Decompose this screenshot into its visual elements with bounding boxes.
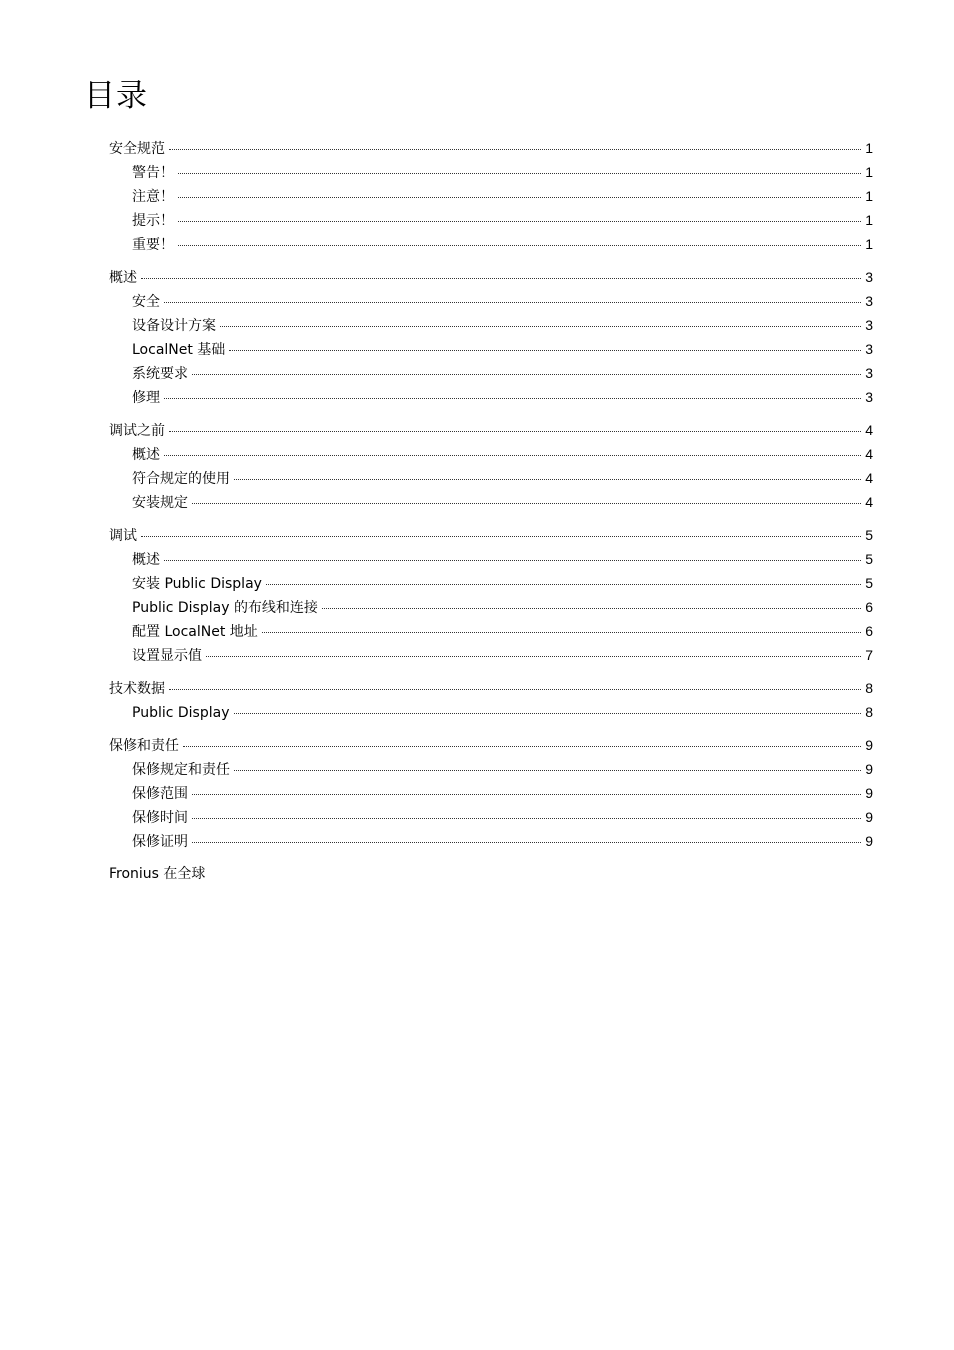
toc-dot-leader <box>164 302 861 303</box>
toc-entry-label: 安全 <box>132 294 160 310</box>
toc-dot-leader <box>169 149 861 150</box>
toc-entry-label: LocalNet 基础 <box>132 342 226 358</box>
toc-page-number: 8 <box>865 680 873 696</box>
toc-subentry[interactable] <box>109 547 873 571</box>
toc-subentry[interactable] <box>109 805 873 829</box>
toc-entry[interactable] <box>109 265 873 289</box>
toc-subentry[interactable] <box>109 232 873 256</box>
toc-page-number: 1 <box>865 236 873 252</box>
toc-entry-label: 安全规范 <box>109 141 165 157</box>
toc-entry-label: Public Display <box>132 705 230 721</box>
toc-page-number: 9 <box>865 785 873 801</box>
toc-page-number: 3 <box>865 365 873 381</box>
toc-page-number: 5 <box>865 551 873 567</box>
toc-entry-label: 保修和责任 <box>109 738 179 754</box>
toc-dot-leader <box>192 794 861 795</box>
toc-entry-label: 系统要求 <box>132 366 188 382</box>
toc-dot-leader <box>164 560 861 561</box>
toc-page-number: 3 <box>865 269 873 285</box>
toc-dot-leader <box>266 584 861 585</box>
toc-dot-leader <box>178 245 861 246</box>
toc-subentry[interactable] <box>109 337 873 361</box>
toc-subentry[interactable] <box>109 700 873 724</box>
toc-subentry[interactable] <box>109 442 873 466</box>
toc-entry[interactable] <box>109 676 873 700</box>
toc-page-number: 9 <box>865 737 873 753</box>
toc-entry-label: 设置显示值 <box>132 648 202 664</box>
toc-page-number: 7 <box>865 647 873 663</box>
toc-entry-label: 配置 LocalNet 地址 <box>132 624 258 640</box>
toc-entry-label: 保修时间 <box>132 810 188 826</box>
toc-subentry[interactable] <box>109 289 873 313</box>
toc-dot-leader <box>229 350 861 351</box>
toc-dot-leader <box>220 326 861 327</box>
toc-section <box>109 862 873 886</box>
toc-dot-leader <box>192 503 861 504</box>
toc-entry-label: 符合规定的使用 <box>132 471 230 487</box>
toc-subentry[interactable] <box>109 829 873 853</box>
toc-dot-leader <box>169 431 861 432</box>
toc-subentry[interactable] <box>109 643 873 667</box>
toc-entry-label: 调试 <box>109 528 137 544</box>
toc-page-number: 3 <box>865 389 873 405</box>
toc-entry-label: 保修证明 <box>132 834 188 850</box>
toc-entry-label: 调试之前 <box>109 423 165 439</box>
toc-entry-label: 概述 <box>132 447 160 463</box>
toc-dot-leader <box>206 656 861 657</box>
toc-page-number: 1 <box>865 212 873 228</box>
toc-dot-leader <box>262 632 861 633</box>
toc-subentry[interactable] <box>109 571 873 595</box>
toc-dot-leader <box>192 818 861 819</box>
toc-page-number: 8 <box>865 704 873 720</box>
toc-page-number: 5 <box>865 575 873 591</box>
toc-subentry[interactable] <box>109 208 873 232</box>
toc-dot-leader <box>164 455 861 456</box>
toc-page-number: 1 <box>865 164 873 180</box>
toc-entry[interactable] <box>109 862 873 886</box>
toc-entry-label: 保修规定和责任 <box>132 762 230 778</box>
toc-entry-label: 修理 <box>132 390 160 406</box>
toc-page-number: 9 <box>865 833 873 849</box>
toc-section <box>109 136 873 256</box>
toc-page-number: 1 <box>865 140 873 156</box>
toc-entry-label: Public Display 的布线和连接 <box>132 600 318 616</box>
toc-page-number: 3 <box>865 293 873 309</box>
toc-section <box>109 733 873 853</box>
toc-subentry[interactable] <box>109 490 873 514</box>
toc-section <box>109 265 873 409</box>
toc-entry-label: 安装 Public Display <box>132 576 262 592</box>
toc-page-number: 3 <box>865 341 873 357</box>
toc-dot-leader <box>192 842 861 843</box>
toc-subentry[interactable] <box>109 361 873 385</box>
toc-entry[interactable] <box>109 733 873 757</box>
toc-page-number: 5 <box>865 527 873 543</box>
toc-dot-leader <box>141 536 861 537</box>
toc-page-number: 9 <box>865 761 873 777</box>
toc-subentry[interactable] <box>109 781 873 805</box>
toc-subentry[interactable] <box>109 595 873 619</box>
toc-entry-label: 保修范围 <box>132 786 188 802</box>
toc-entry[interactable] <box>109 523 873 547</box>
toc-page-number: 4 <box>865 422 873 438</box>
toc-page-number: 6 <box>865 599 873 615</box>
table-of-contents <box>109 136 873 895</box>
toc-dot-leader <box>178 221 861 222</box>
toc-entry-label: 安装规定 <box>132 495 188 511</box>
toc-page-number: 4 <box>865 470 873 486</box>
page-title: 目录 <box>84 78 148 114</box>
toc-dot-leader <box>178 173 861 174</box>
toc-subentry[interactable] <box>109 757 873 781</box>
toc-subentry[interactable] <box>109 160 873 184</box>
toc-page-number: 4 <box>865 494 873 510</box>
toc-subentry[interactable] <box>109 184 873 208</box>
toc-entry-label: Fronius 在全球 <box>109 866 206 882</box>
toc-entry-label: 设备设计方案 <box>132 318 216 334</box>
toc-entry-label: 技术数据 <box>109 681 165 697</box>
toc-dot-leader <box>164 398 861 399</box>
toc-entry-label: 提示！ <box>132 213 174 229</box>
toc-section <box>109 418 873 514</box>
toc-entry-label: 注意！ <box>132 189 174 205</box>
toc-subentry[interactable] <box>109 313 873 337</box>
toc-dot-leader <box>183 746 861 747</box>
toc-page-number: 3 <box>865 317 873 333</box>
toc-page-number: 1 <box>865 188 873 204</box>
toc-entry-label: 警告！ <box>132 165 174 181</box>
toc-dot-leader <box>234 713 862 714</box>
toc-page-number: 9 <box>865 809 873 825</box>
toc-dot-leader <box>178 197 861 198</box>
toc-page-number: 4 <box>865 446 873 462</box>
toc-dot-leader <box>322 608 861 609</box>
toc-dot-leader <box>141 278 861 279</box>
toc-entry[interactable] <box>109 136 873 160</box>
toc-subentry[interactable] <box>109 466 873 490</box>
toc-entry-label: 概述 <box>132 552 160 568</box>
toc-section <box>109 676 873 724</box>
toc-entry-label: 概述 <box>109 270 137 286</box>
toc-dot-leader <box>192 374 861 375</box>
toc-dot-leader <box>169 689 861 690</box>
toc-dot-leader <box>234 479 861 480</box>
toc-dot-leader <box>234 770 861 771</box>
toc-subentry[interactable] <box>109 385 873 409</box>
toc-section <box>109 523 873 667</box>
toc-entry[interactable] <box>109 418 873 442</box>
toc-entry-label: 重要！ <box>132 237 174 253</box>
toc-subentry[interactable] <box>109 619 873 643</box>
toc-page-number: 6 <box>865 623 873 639</box>
